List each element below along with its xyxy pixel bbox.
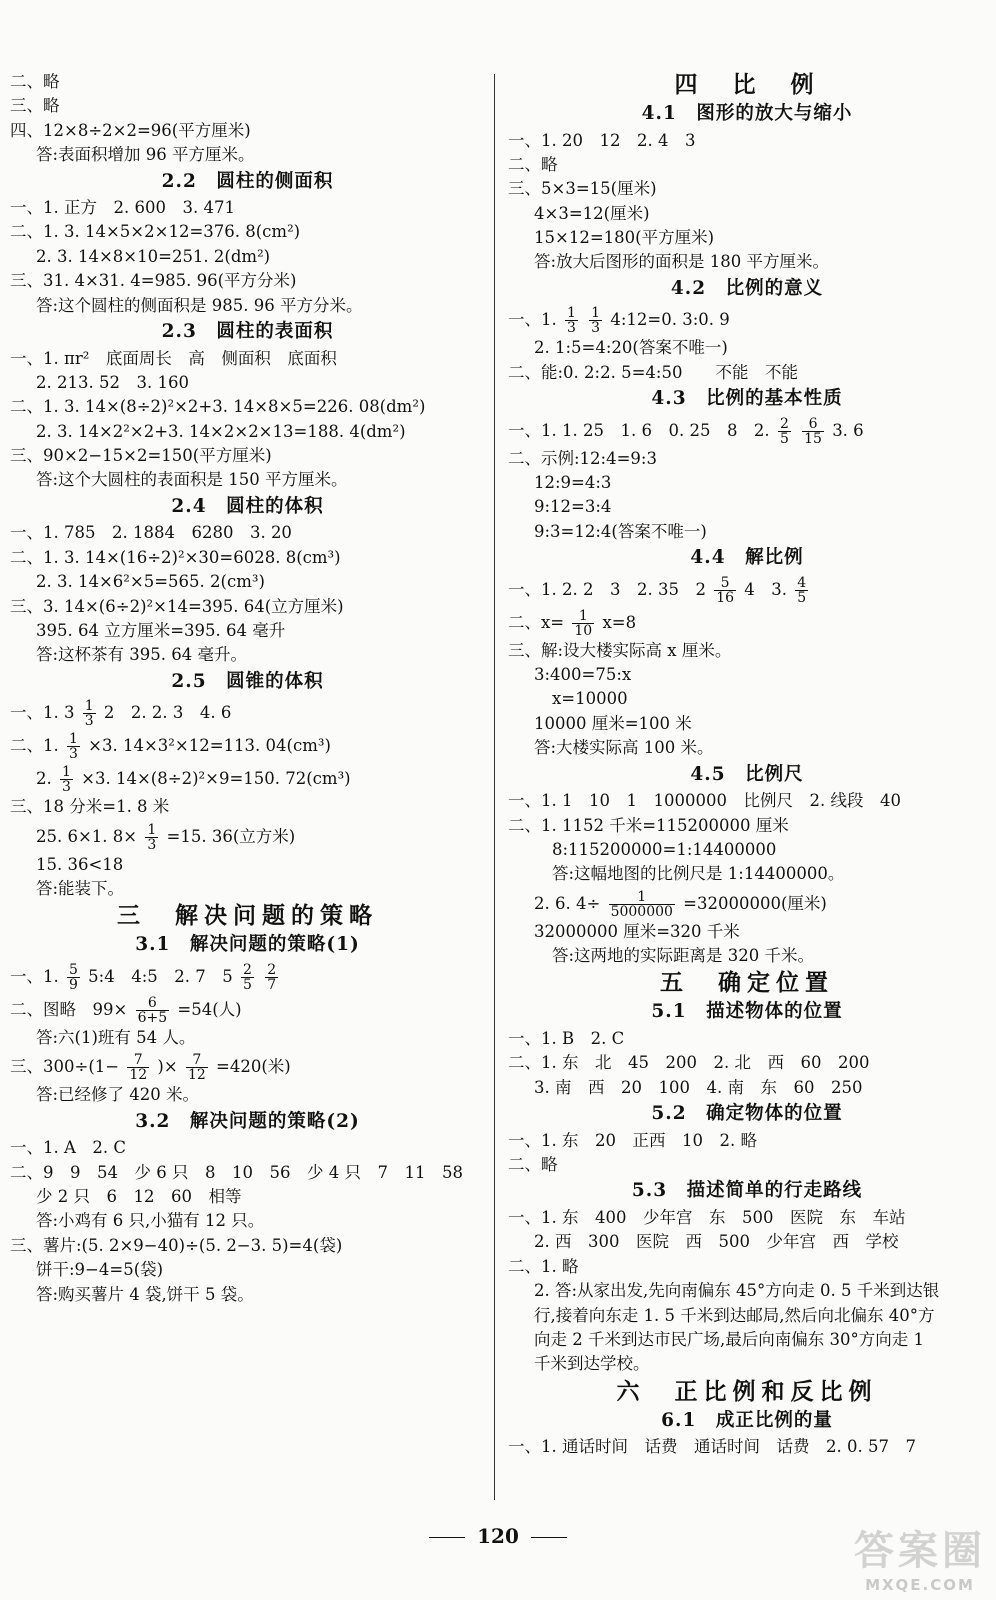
answer-line: 答:这个圆柱的侧面积是 985. 96 平方分米。 [36, 295, 363, 315]
answer-line: 三、18 分米=1. 8 米 [10, 797, 170, 817]
answer-text: 3. 6 [832, 420, 864, 440]
section-title: 4.5 比例尺 [690, 763, 804, 785]
denominator: 3 [84, 713, 94, 730]
fraction [589, 306, 602, 335]
answer-line: 答:能装下。 [36, 878, 125, 898]
answer-text: 一、1. 1. 25 1. 6 0. 25 8 2. [508, 420, 770, 440]
answer-text: x=8 [602, 612, 637, 632]
fraction [795, 576, 808, 605]
numerator: 5 [69, 961, 78, 978]
section-title: 5.1 描述物体的位置 [651, 1001, 843, 1023]
answer-line: 15×12=180(平方厘米) [534, 228, 715, 248]
answer-line: 一、1. A 2. C [10, 1138, 127, 1158]
section-title: 3.2 解决问题的策略(2) [135, 1110, 360, 1132]
answer-line [10, 696, 485, 729]
numerator: 5 [714, 576, 736, 591]
fraction [136, 996, 170, 1025]
denominator: 5 [243, 976, 252, 993]
section-title: 4.3 比例的基本性质 [651, 388, 843, 410]
numerator: 6 [136, 996, 170, 1011]
answer-line: 三、解:设大楼实际高 x 厘米。 [508, 640, 732, 660]
numerator: 2 [779, 415, 789, 432]
answer-line: 2. 答:从家出发,先向南偏东 45°方向走 0. 5 千米到达银 [534, 1281, 940, 1301]
answer-line: 二、略 [10, 72, 60, 91]
answer-text: 4:12=0. 3:0. 9 [610, 310, 730, 330]
numerator: 1 [609, 890, 675, 905]
fraction [565, 306, 578, 335]
fraction [241, 963, 254, 992]
answer-line: 2. 213. 52 3. 160 [36, 372, 189, 392]
numerator: 1 [591, 305, 601, 322]
section-title: 4.1 图形的放大与缩小 [641, 103, 853, 124]
denominator: 5 [779, 430, 789, 447]
answer-line: 饼干:9−4=5(袋) [36, 1260, 164, 1280]
page-number-value: 120 [477, 1524, 519, 1548]
watermark [854, 1519, 986, 1594]
answer-line: 二、9 9 54 少 6 只 8 10 56 少 4 只 7 11 58 [10, 1162, 463, 1182]
numerator: 1 [572, 609, 594, 624]
answer-text: 一、1. 2. 2 3 2. 35 2 [508, 579, 706, 599]
watermark-url: MXQE.COM [865, 1576, 975, 1594]
answer-line: 2. 3. 14×2²×2+3. 14×2×2×13=188. 4(dm²) [36, 421, 406, 441]
numerator: 1 [147, 821, 157, 838]
answer-line: 三、薯片:(5. 2×9−40)÷(5. 2−3. 5)=4(袋) [10, 1235, 343, 1255]
numerator: 7 [186, 1053, 208, 1068]
denominator: 9 [69, 976, 78, 993]
answer-text: =15. 36(立方米) [166, 826, 296, 846]
answer-text: ×3. 14×(8÷2)²×9=150. 72(cm³) [81, 769, 351, 789]
answer-line: 答:表面积增加 96 平方厘米。 [36, 145, 255, 165]
numerator: 1 [62, 764, 71, 781]
answer-line: 三、3. 14×(6÷2)²×14=395. 64(立方厘米) [10, 596, 344, 616]
fraction [127, 1053, 149, 1082]
answer-line: 答:购买薯片 4 袋,饼干 5 袋。 [36, 1284, 254, 1304]
answer-line: 3:400=75:x [534, 665, 632, 685]
section-title: 5.3 描述简单的行走路线 [631, 1180, 863, 1202]
answer-line: 9:12=3:4 [534, 497, 612, 517]
answer-line: 2. 1:5=4:20(答案不唯一) [534, 338, 728, 358]
answer-text: =54(人) [177, 999, 242, 1019]
numerator: 1 [84, 698, 94, 715]
answer-line: 答:这杯茶有 395. 64 毫升。 [36, 645, 248, 665]
fraction [186, 1053, 208, 1082]
answer-line: 二、1. 略 [508, 1256, 579, 1276]
denominator: 3 [591, 320, 601, 337]
answer-line: 向走 2 千米到达市民广场,最后向南偏东 30°方向走 1 [534, 1329, 924, 1349]
answer-line: 答:这幅地图的比例尺是 1:14400000。 [552, 864, 845, 884]
answer-text: 二、1. [10, 736, 59, 756]
watermark-text: 答案圈 [854, 1528, 986, 1574]
answer-text: 三、300÷(1− [10, 1057, 120, 1077]
numerator: 4 [797, 574, 807, 591]
left-column [10, 70, 485, 1307]
page-number [0, 1524, 996, 1548]
answer-line: 395. 64 立方厘米=395. 64 毫升 [36, 620, 286, 640]
fraction [802, 417, 824, 446]
denominator: 3 [567, 320, 576, 337]
answer-line [508, 414, 986, 447]
answer-line: 一、1. 通话时间 话费 通话时间 话费 2. 0. 57 7 [508, 1437, 916, 1457]
answer-line: 千米到达学校。 [534, 1354, 650, 1374]
answer-line: 10000 厘米=100 米 [534, 713, 692, 733]
answer-text: 25. 6×1. 8× [36, 826, 138, 846]
answer-line: 一、1. 正方 2. 600 3. 471 [10, 198, 235, 218]
answer-line: 一、1. 1 10 1 1000000 比例尺 2. 线段 40 [508, 791, 901, 811]
answer-line [508, 887, 986, 920]
answer-line: 三、略 [10, 96, 60, 116]
answer-line: 二、略 [508, 154, 558, 174]
answer-line: 二、能:0. 2:2. 5=4:50 不能 不能 [508, 362, 798, 382]
answer-line: 一、1. 20 12 2. 4 3 [508, 130, 696, 150]
fraction [60, 765, 73, 794]
answer-line: 12:9=4:3 [534, 473, 612, 493]
section-title: 4.4 解比例 [690, 547, 804, 569]
answer-line: 8:115200000=1:14400000 [552, 839, 777, 859]
answer-line [508, 573, 986, 606]
denominator: 15 [804, 430, 822, 447]
denominator: 5 [797, 589, 807, 606]
fraction [714, 576, 736, 605]
answer-line [10, 762, 485, 795]
numerator: 7 [127, 1053, 149, 1068]
answer-line: 一、1. πr² 底面周长 高 侧面积 底面积 [10, 348, 337, 368]
section-title: 3.1 解决问题的策略(1) [135, 934, 360, 956]
chapter-title: 五 确定位置 [660, 969, 834, 997]
answer-line: 一、1. 东 400 少年宫 东 500 医院 东 车站 [508, 1207, 906, 1227]
answer-line: 9:3=12:4(答案不唯一) [534, 521, 707, 541]
answer-line: 32000000 厘米=320 千米 [534, 921, 740, 941]
answer-line: x=10000 [552, 689, 628, 709]
denominator: 3 [69, 746, 78, 763]
answer-line: 答:放大后图形的面积是 180 平方厘米。 [534, 252, 830, 272]
column-divider [494, 74, 495, 1500]
denominator: 3 [62, 779, 71, 796]
answer-line: 三、31. 4×31. 4=985. 96(平方分米) [10, 271, 297, 291]
answer-line [10, 729, 485, 762]
numerator: 2 [267, 961, 277, 978]
answer-text: 一、1. 3 [10, 703, 75, 723]
answer-line: 二、1. 3. 14×(16÷2)²×30=6028. 8(cm³) [10, 547, 341, 567]
section-title: 5.2 确定物体的位置 [651, 1103, 843, 1125]
section-title: 2.3 圆柱的表面积 [161, 321, 334, 343]
answer-text: 4 3. [744, 579, 788, 599]
section-title: 6.1 成正比例的量 [661, 1409, 833, 1431]
answer-line: 二、示例:12:4=9:3 [508, 448, 657, 468]
chapter-title: 四 比 例 [674, 71, 820, 98]
denominator: 12 [187, 1067, 206, 1084]
answer-text: 一、1. [508, 310, 557, 330]
answer-line: 三、5×3=15(厘米) [508, 179, 657, 199]
answer-text: ×3. 14×3²×12=113. 04(cm³) [88, 736, 331, 756]
answer-line: 2. 3. 14×8×10=251. 2(dm²) [36, 246, 271, 266]
answer-line [10, 993, 485, 1026]
answer-text: 2 2. 2. 3 4. 6 [103, 703, 232, 723]
denominator: 12 [129, 1067, 148, 1084]
denominator: 6+5 [137, 1009, 168, 1026]
denominator: 16 [716, 589, 735, 606]
answer-line [10, 820, 485, 853]
answer-line: 2. 西 300 医院 西 500 少年宫 西 学校 [534, 1232, 899, 1252]
answer-line: 4×3=12(厘米) [534, 203, 650, 223]
answer-line: 行,接着向东走 1. 5 千米到达邮局,然后向北偏东 40°方 [534, 1305, 935, 1325]
answer-line: 答:这个大圆柱的表面积是 150 平方厘米。 [36, 470, 348, 490]
fraction [67, 732, 80, 761]
answer-line [10, 960, 485, 993]
answer-text: 2. [36, 769, 52, 789]
answer-line [508, 606, 986, 639]
numerator: 1 [567, 305, 576, 322]
fraction [265, 963, 278, 992]
answer-text: 一、1. [10, 966, 59, 986]
section-title: 4.2 比例的意义 [670, 277, 824, 299]
fraction [572, 609, 594, 638]
page-number-dash [429, 1537, 465, 1538]
fraction [778, 417, 791, 446]
numerator: 1 [69, 731, 78, 748]
answer-text: 二、x= [508, 612, 565, 632]
answer-line: 答:小鸡有 6 只,小猫有 12 只。 [36, 1211, 265, 1231]
answer-line: 少 2 只 6 12 60 相等 [36, 1186, 242, 1206]
answer-line: 答:这两地的实际距离是 320 千米。 [552, 946, 815, 966]
denominator: 5000000 [610, 903, 673, 920]
right-column [508, 70, 986, 1460]
numerator: 2 [243, 961, 252, 978]
answer-line: 3. 南 西 20 100 4. 南 东 60 250 [534, 1077, 863, 1097]
answer-line: 四、12×8÷2×2=96(平方厘米) [10, 120, 251, 140]
answer-text: )× [157, 1057, 178, 1077]
fraction [609, 890, 675, 919]
answer-line: 答:六(1)班有 54 人。 [36, 1027, 196, 1047]
answer-line [10, 1050, 485, 1083]
chapter-title: 三 解决问题的策略 [117, 902, 378, 930]
chapter-title: 六 正比例和反比例 [616, 1377, 878, 1405]
answer-line: 二、略 [508, 1155, 558, 1175]
section-title: 2.5 圆锥的体积 [171, 670, 324, 692]
answer-line: 二、1. 3. 14×(8÷2)²×2+3. 14×8×5=226. 08(dm²) [10, 397, 426, 417]
section-title: 2.4 圆柱的体积 [171, 495, 324, 517]
answer-line: 答:大楼实际高 100 米。 [534, 738, 714, 758]
answer-line: 2. 3. 14×6²×5=565. 2(cm³) [36, 572, 265, 592]
answer-line: 二、1. 1152 千米=115200000 厘米 [508, 815, 789, 835]
answer-line: 二、1. 3. 14×5×2×12=376. 8(cm²) [10, 222, 301, 242]
answer-line: 一、1. 785 2. 1884 6280 3. 20 [10, 523, 292, 543]
answer-line: 答:已经修了 420 米。 [36, 1085, 200, 1105]
answer-text: 5:4 4:5 2. 7 5 [88, 966, 233, 986]
page-number-dash [531, 1537, 567, 1538]
answer-line: 一、1. B 2. C [508, 1028, 625, 1048]
fraction [67, 963, 80, 992]
answer-text: =420(米) [216, 1057, 291, 1077]
section-title: 2.2 圆柱的侧面积 [161, 170, 334, 192]
denominator: 7 [267, 976, 277, 993]
answer-line: 三、90×2−15×2=150(平方厘米) [10, 446, 272, 466]
denominator: 3 [147, 836, 157, 853]
answer-text: 二、图略 99× [10, 999, 128, 1019]
answer-text: 2. 6. 4÷ [534, 893, 601, 913]
answer-line: 15. 36<18 [36, 854, 124, 874]
answer-line: 二、1. 东 北 45 200 2. 北 西 60 200 [508, 1053, 870, 1073]
answer-line [508, 303, 986, 336]
answer-text: =32000000(厘米) [683, 893, 827, 913]
numerator: 6 [802, 417, 824, 432]
answer-line: 一、1. 东 20 正西 10 2. 略 [508, 1130, 757, 1150]
fraction [83, 699, 96, 728]
fraction [145, 823, 158, 852]
denominator: 10 [574, 622, 593, 639]
